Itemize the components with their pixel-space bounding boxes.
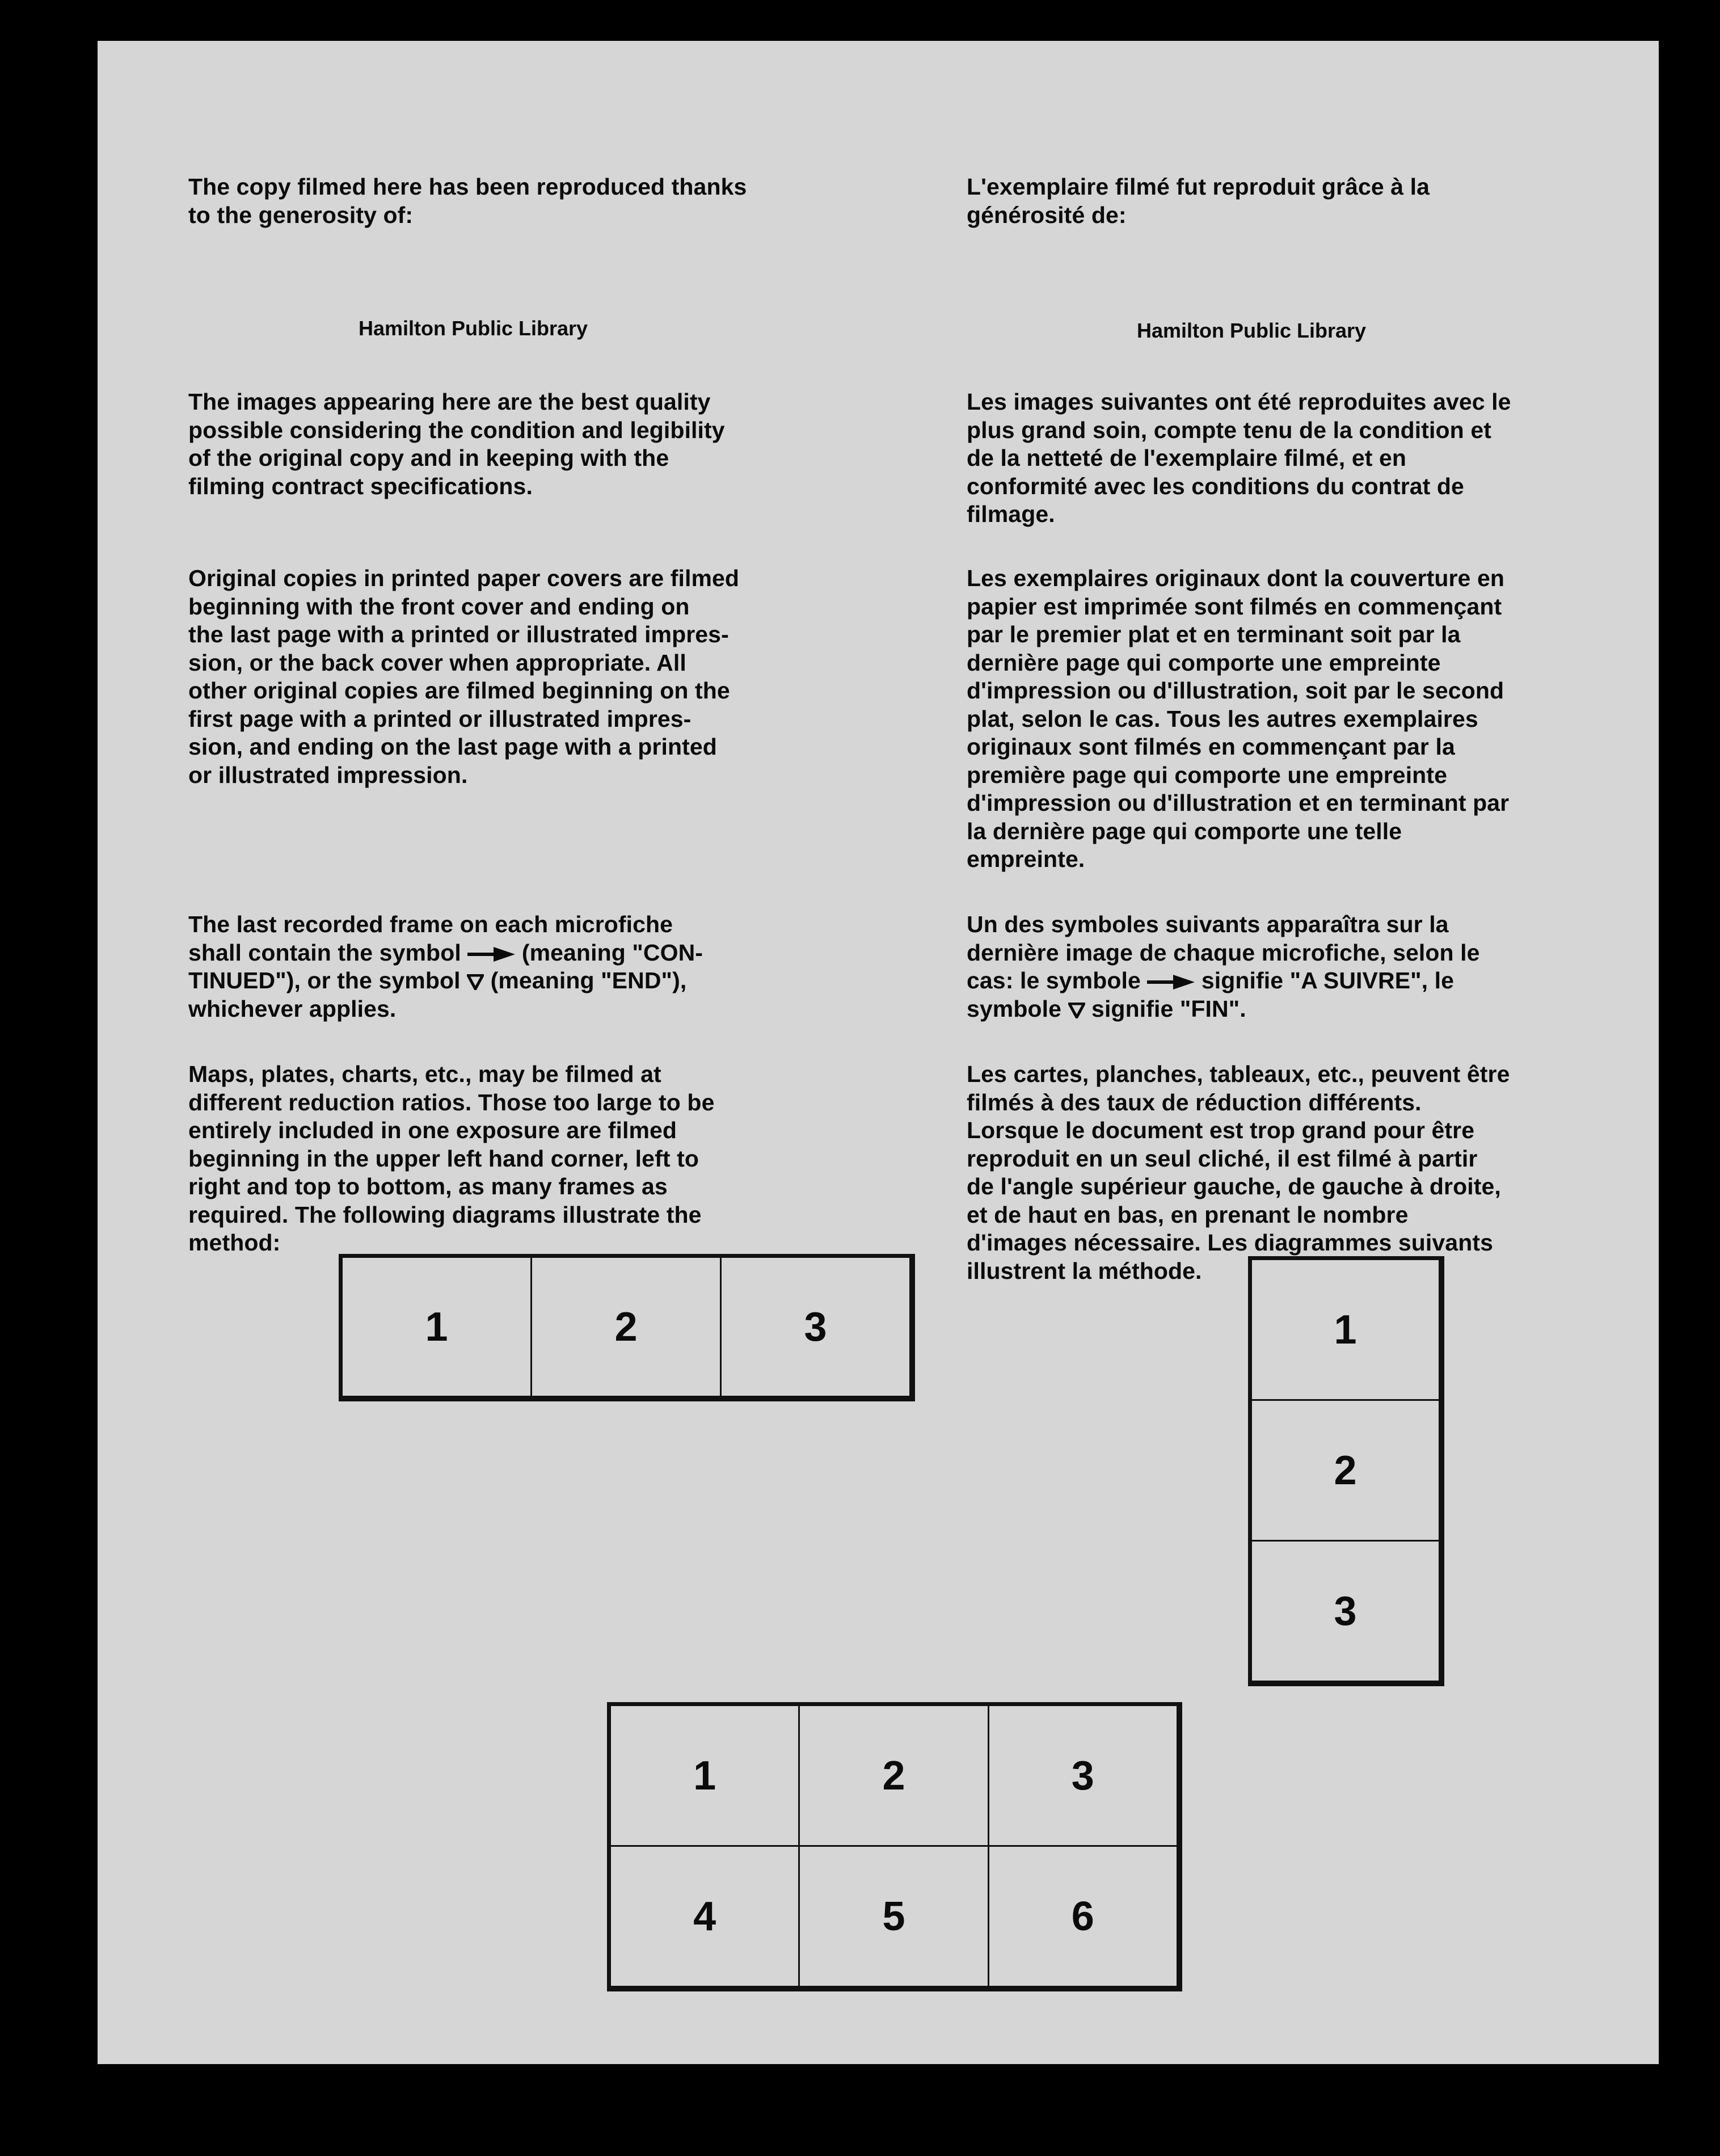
maps-text-en: Maps, plates, charts, etc., may be filmed at different reduction ratios. Those too large to be entirely included in one exposure are filmed beginning in the upper left hand corner, left to right and top to bottom, as many frames as required. The following diagrams illustrate the method: — [188, 1061, 715, 1256]
intro-text-fr: L'exemplaire filmé fut reproduit grâce à la générosité de: — [967, 174, 1430, 228]
frame-cell: 3 — [1250, 1540, 1440, 1682]
symbols-text-fr: Un des symboles suivants apparaîtra sur la dernière image de chaque microfiche, selon le cas: le symbole signifie "A SUIVRE", le symbole signifie "FIN". — [967, 911, 1480, 1023]
diagram-grid-2x3 — [607, 1702, 1182, 1991]
frame-cell: 5 — [798, 1845, 989, 1987]
quality-text-en: The images appearing here are the best quality possible considering the condition and legibility of the original copy and in keeping with the filming contract specifications. — [188, 389, 725, 499]
arrow-right-icon — [1147, 967, 1195, 995]
triangle-down-icon — [1068, 995, 1085, 1024]
frame-cell: 1 — [609, 1704, 800, 1847]
filmed-page — [98, 41, 1659, 2064]
quality-text-fr: Les images suivantes ont été reproduites avec le plus grand soin, compte tenu de la condition et de la netteté de l'exemplaire filmé, et en conformité avec les conditions du contrat de filmage. — [967, 389, 1511, 527]
arrow-right-icon — [467, 939, 515, 967]
triangle-down-icon — [467, 967, 484, 995]
frame-cell: 6 — [988, 1845, 1178, 1987]
symbols-text-en: The last recorded frame on each microfiche shall contain the symbol (meaning "CON- TINUED"), or the symbol (meaning "END"), whichever applies. — [188, 911, 703, 1022]
frame-cell: 2 — [798, 1704, 989, 1847]
library-name-fr: Hamilton Public Library — [1137, 319, 1367, 342]
frame-cell: 1 — [1250, 1258, 1440, 1401]
diagram-horizontal-row — [339, 1254, 915, 1401]
originals-text-en: Original copies in printed paper covers are filmed beginning with the front cover and ending on the last page with a printed or illustrated impres- sion, or the back cover when appropriate. All other original copies are filmed beginning on the first page with a printed or illustrated impres- sion, and ending on the last page with a printed or illustrated impression. — [188, 565, 740, 788]
frame-cell: 4 — [609, 1845, 800, 1987]
library-name-en: Hamilton Public Library — [359, 317, 588, 340]
maps-text-fr: Les cartes, planches, tableaux, etc., peuvent être filmés à des taux de réduction différents. Lorsque le document est trop grand pour être reproduit en un seul cliché, il est filmé à partir de l'angle supérieur gauche, de gauche à droite, et de haut en bas, en prenant le nombre d'images nécessaire. Les diagrammes suivants illustrent la méthode. — [967, 1061, 1510, 1284]
intro-text-en: The copy filmed here has been reproduced thanks to the generosity of: — [188, 174, 747, 228]
frame-cell: 2 — [530, 1256, 722, 1397]
frame-cell: 3 — [720, 1256, 911, 1397]
frame-cell: 3 — [988, 1704, 1178, 1847]
diagram-vertical-column — [1248, 1256, 1444, 1686]
frame-cell: 2 — [1250, 1399, 1440, 1542]
frame-cell: 1 — [341, 1256, 532, 1397]
originals-text-fr: Les exemplaires originaux dont la couverture en papier est imprimée sont filmés en commençant par le premier plat et en terminant soit par la dernière page qui comporte une empreinte d'impression ou d'illustration, soit par le second plat, selon le cas. Tous les autres exemplaires originaux sont filmés en commençant par la première page qui comporte une empreinte d'impression ou d'illustration et en terminant par la dernière page qui comporte une telle empreinte. — [967, 565, 1510, 872]
